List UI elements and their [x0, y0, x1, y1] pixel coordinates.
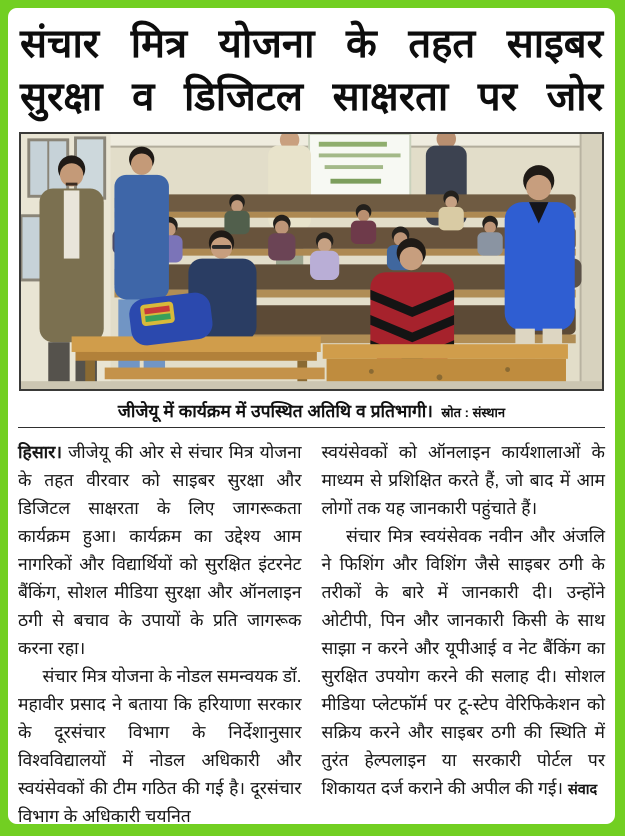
reporter-credit: संवाद: [567, 782, 598, 799]
paragraph-2: संचार मित्र योजना के नोडल समन्वयक डॉ. महावीर प्रसाद ने बताया कि हरियाणा सरकार के दूरसंचार विभाग के निर्देशानुसार विश्वविद्यालयों में नोडल अधिकारी और स्वयंसेवकों की टीम गठित की गई है। दूरसंचार विभाग के अधिकारी चयनित: [18, 666, 302, 827]
photo-caption: जीजेयू में कार्यक्रम में उपस्थित अतिथि व प्रतिभागी।: [117, 401, 433, 422]
article-sheet: [8, 8, 615, 827]
headline-line-2: सुरक्षा व डिजिटल साक्षरता पर जोर: [20, 75, 603, 120]
headline: [20, 18, 603, 124]
article-body: [18, 438, 605, 830]
event-banner: [309, 134, 410, 198]
dateline: हिसार।: [18, 442, 62, 463]
caption-divider: [18, 427, 605, 428]
paragraph-4-text: संचार मित्र स्वयंसेवक नवीन और अंजलि ने फिशिंग और विशिंग जैसे साइबर ठगी के तरीकों के बारे में जानकारी दी। उन्होंने ओटीपी, पिन और जानकारी किसी के साथ साझा न करने और यूपीआई व नेट बैंकिंग का सुरक्षित उपयोग करने की सलाह दी। सोशल मीडिया प्लेटफॉर्म पर टू-स्टेप वेरिफिकेशन को सक्रिय करने और साइबर ठगी की स्थिति में तुरंत हेल्पलाइन या सरकारी पोर्टल पर शिकायत दर्ज कराने की अपील की गई।: [321, 526, 605, 799]
paragraph-1-text: जीजेयू की ओर से संचार मित्र योजना के तहत वीरवार को साइबर सुरक्षा और डिजिटल साक्षरता के लिए जागरूकता कार्यक्रम हुआ। कार्यक्रम का उद्देश्य आम नागरिकों और विद्यार्थियों को सुरक्षित इंटरनेट बैंकिंग, सोशल मीडिया सुरक्षा और ऑनलाइन ठगी से बचाव के उपायों के प्रति जागरूक करना रहा।: [18, 442, 302, 659]
paragraph-1: [18, 438, 302, 662]
classroom-photo-illustration: [21, 134, 602, 389]
photo-caption-row: [18, 399, 605, 423]
photo-credit: स्रोत : संस्थान: [441, 405, 506, 421]
paragraph-3: स्वयंसेवकों को ऑनलाइन कार्यशालाओं के माध्यम से प्रशिक्षित करते हैं, जो बाद में आम लोगों तक यह जानकारी पहुंचाते हैं।: [321, 442, 605, 519]
paragraph-4: [322, 522, 606, 802]
headline-line-1: संचार मित्र योजना के तहत साइबर: [20, 22, 603, 66]
classroom-photo: [19, 132, 604, 391]
body-column-1: [18, 438, 302, 830]
body-column-2: [322, 438, 606, 830]
